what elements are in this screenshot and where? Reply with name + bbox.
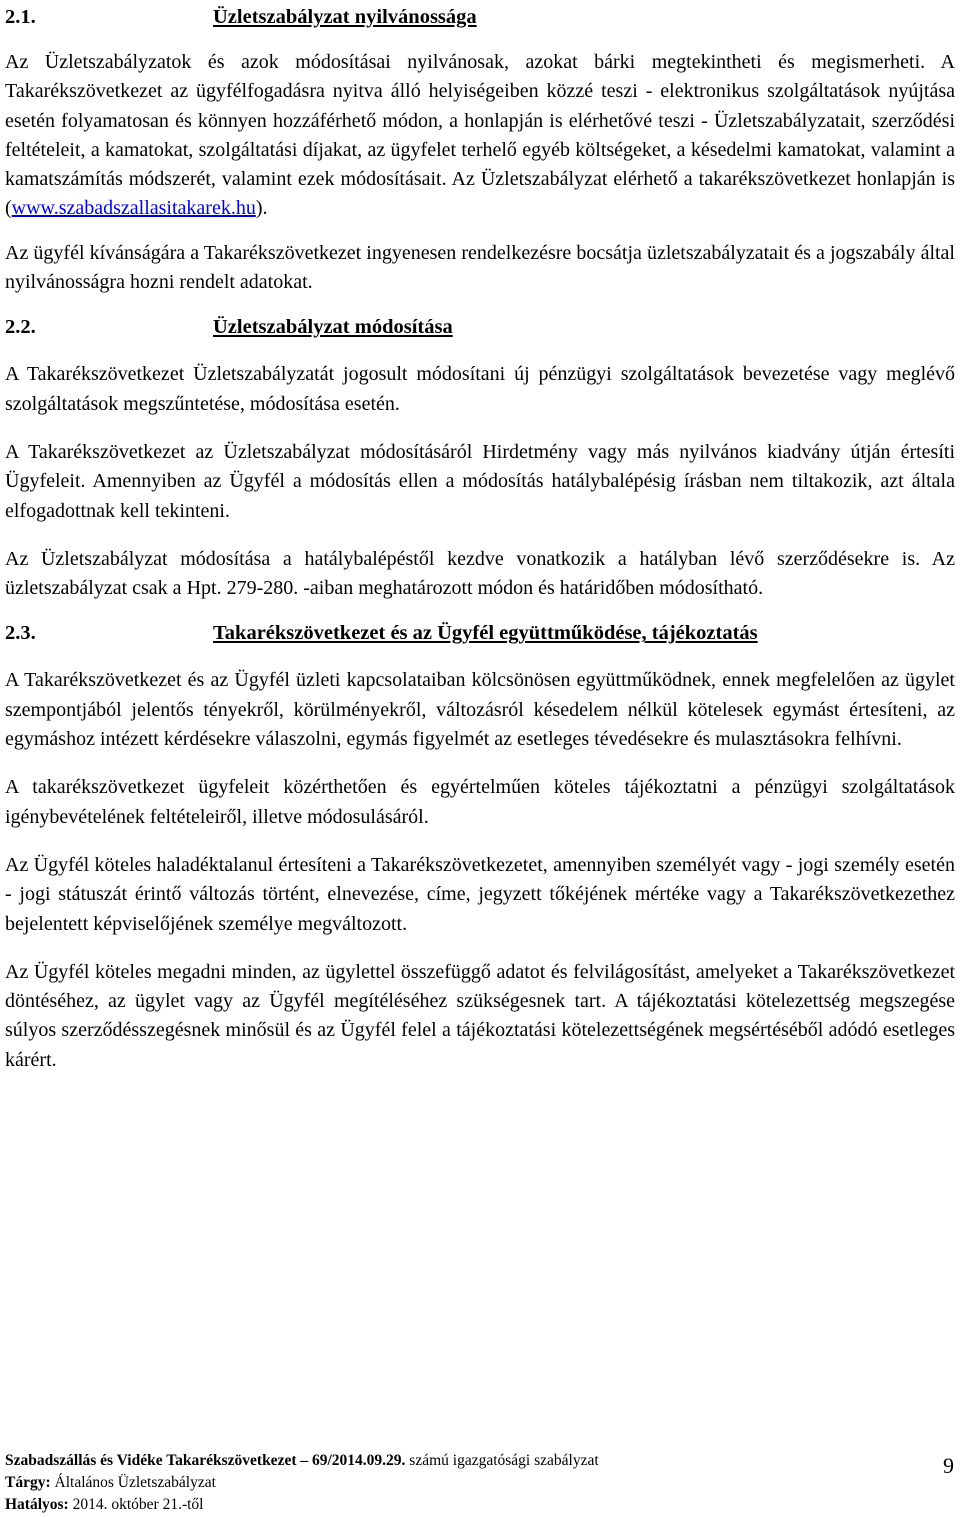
page-number: 9 xyxy=(943,1453,954,1478)
section-heading xyxy=(5,618,955,648)
paragraph: Az Ügyfél köteles megadni minden, az ügylettel összefüggő adatot és felvilágosítást, amelyeket a Takarékszövetkezet döntéséhez, az ügylet vagy az Ügyfél megítéléséhez szükségesnek tart. A tájékoztatási kötelezettség megszegése súlyos szerződésszegésnek minősül és az Ügyfél felel a tájékoztatási kötelezettségének megsértéséből adódó esetleges kárért. xyxy=(5,960,955,1071)
section-title: Üzletszabályzat nyilvánossága xyxy=(213,6,477,28)
paragraph: Az Ügyfél köteles haladéktalanul értesíteni a Takarékszövetkezetet, amennyiben személyét vagy - jogi személy esetén - jogi státuszát érintő változás történt, elnevezése, címe, jegyzett tőkéjének mértéke vagy a Takarékszövetkezethez bejelentett képviselőjének személye megváltozott. xyxy=(5,853,955,935)
section-title: Üzletszabályzat módosítása xyxy=(213,316,453,339)
paragraph-text: Az Üzletszabályzatok és azok módosításai nyilvánosak, azokat bárki megtekintheti és megismerheti. A Takarékszövetkezet az ügyfélfogadásra nyitva álló helyiségeiben közzé teszi - elektronikus szolgáltatások nyújtása esetén folyamatosan és könnyen hozzáférhető módon, a honlapján is elérhetővé teszi - Üzletszabályzatait, szerződési feltételeit, a kamatokat, szolgáltatási díjakat, az ügyfelet terhelő egyéb költségeket, a késedelmi kamatokat, valamint a kamatszámítás módszerét, valamint ezek módosításait. Az Üzletszabályzat elérhető a takarékszövetkezet honlapján is ( xyxy=(5,51,955,220)
section-number: 2.3. xyxy=(5,622,36,645)
section-heading xyxy=(5,312,955,342)
website-link[interactable]: www.szabadszallasitakarek.hu xyxy=(11,197,256,220)
paragraph: A Takarékszövetkezet és az Ügyfél üzleti kapcsolataiban kölcsönösen együttműködnek, ennek megfelelően az ügylet szempontjából jelentős tényekről, körülményekről, változásról késedelem nélkül kötelesek egymást értesíteni, az egymáshoz intézett kérdésekre válaszolni, egymás figyelmét az esetleges tévedésekre és mulasztásokra felhívni. xyxy=(5,669,955,751)
footer-line-effective xyxy=(5,1494,955,1516)
footer-effective-label: Hatályos: xyxy=(5,1496,69,1513)
paragraph: A Takarékszövetkezet az Üzletszabályzat módosításáról Hirdetmény vagy más nyilvános kiadvány útján értesíti Ügyfeleit. Amennyiben az Ügyfél a módosítás ellen a módosítás hatálybalépésig írásban nem tiltakozik, azt általa elfogadottnak kell tekinteni. xyxy=(5,440,955,522)
paragraph: A takarékszövetkezet ügyfeleit közérthetően és egyértelműen köteles tájékoztatni a pénzügyi szolgáltatások igénybevételének feltételeiről, illetve módosulásáról. xyxy=(5,776,955,828)
paragraph: Az ügyfél kívánságára a Takarékszövetkezet ingyenesen rendelkezésre bocsátja üzletszabályzatait és a jogszabály által nyilvánosságra hozni rendelt adatokat. xyxy=(5,241,955,294)
footer-subject-value: Általános Üzletszabályzat xyxy=(50,1474,216,1491)
section-title: Takarékszövetkezet és az Ügyfél együttműködése, tájékoztatás xyxy=(213,622,758,645)
footer-line-regulation xyxy=(5,1450,955,1472)
footer-effective-value: 2014. október 21.-től xyxy=(68,1496,204,1513)
section-number: 2.2. xyxy=(5,316,36,339)
document-body xyxy=(5,0,955,1075)
footer-institution: Szabadszállás és Vidéke Takarékszövetkezet – 69/2014.09.29. xyxy=(5,1452,406,1469)
paragraph-text-end: ). xyxy=(255,197,268,220)
section-heading xyxy=(5,2,955,32)
page-footer xyxy=(5,1450,955,1516)
footer-line-subject xyxy=(5,1472,955,1494)
paragraph xyxy=(5,48,955,224)
paragraph: A Takarékszövetkezet Üzletszabályzatát jogosult módosítani új pénzügyi szolgáltatások bevezetése vagy meglévő szolgáltatások megszűntetése, módosítása esetén. xyxy=(5,363,955,415)
paragraph: Az Üzletszabályzat módosítása a hatálybalépéstől kezdve vonatkozik a hatályban lévő szerződésekre is. Az üzletszabályzat csak a Hpt. 279-280. -aiban meghatározott módon és határidőben módosítható. xyxy=(5,547,955,600)
footer-subject-label: Tárgy: xyxy=(5,1474,51,1491)
section-number: 2.1. xyxy=(5,6,36,28)
footer-regulation-type: számú igazgatósági szabályzat xyxy=(405,1452,599,1469)
